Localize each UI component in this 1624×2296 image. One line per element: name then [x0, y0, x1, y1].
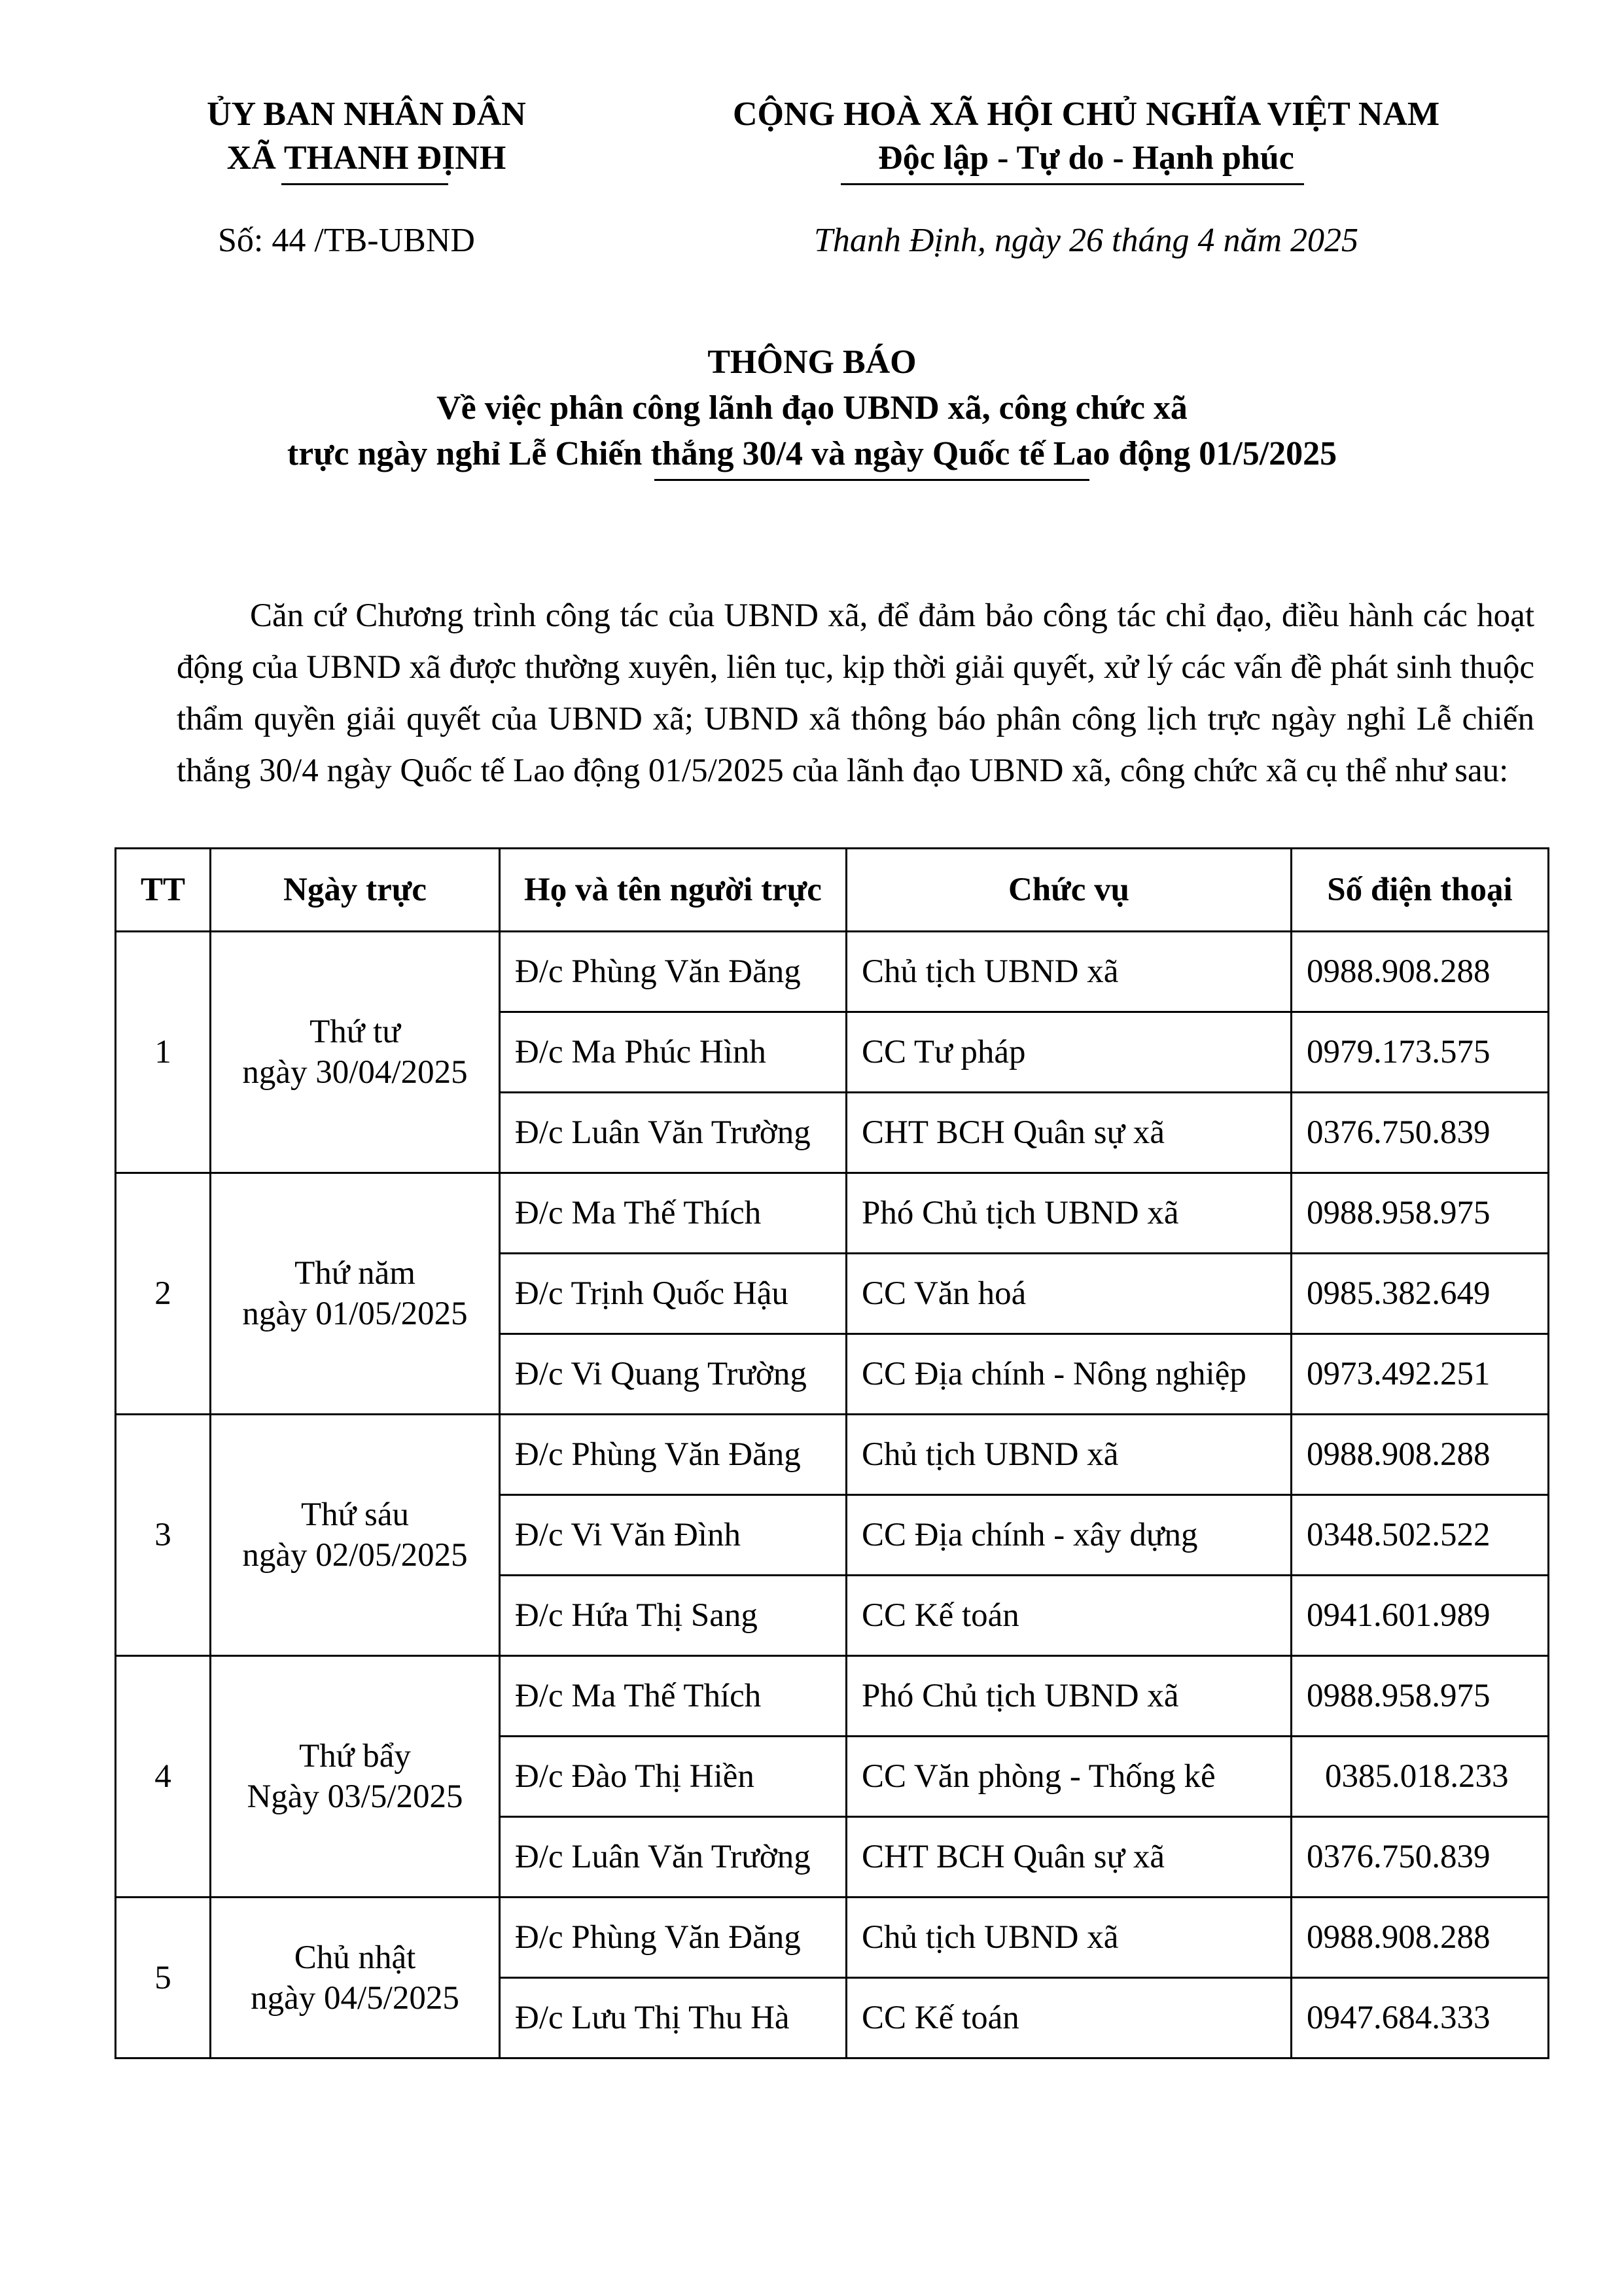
header-phone: Số điện thoại	[1292, 849, 1549, 932]
duty-date: Thứ bẩy Ngày 03/5/2025	[211, 1656, 500, 1898]
group-number: 1	[116, 932, 211, 1173]
national-title: CỘNG HOÀ XÃ HỘI CHỦ NGHĨA VIỆT NAM	[732, 96, 1440, 133]
table-row	[116, 1656, 1549, 1737]
officer-position: CC Kế toán	[847, 1576, 1292, 1656]
officer-phone: 0985.382.649	[1292, 1254, 1549, 1334]
table-header-row	[116, 849, 1549, 932]
officer-name: Đ/c Phùng Văn Đăng	[500, 932, 847, 1012]
officer-name: Đ/c Trịnh Quốc Hậu	[500, 1254, 847, 1334]
officer-position: CHT BCH Quân sự xã	[847, 1817, 1292, 1898]
duty-date: Thứ tư ngày 30/04/2025	[211, 932, 500, 1173]
duty-date: Thứ sáu ngày 02/05/2025	[211, 1415, 500, 1656]
notice-subject-line2: trực ngày nghỉ Lễ Chiến thắng 30/4 và ngày Quốc tế Lao động 01/5/2025	[287, 435, 1337, 472]
officer-position: Chủ tịch UBND xã	[847, 1898, 1292, 1978]
motto-underline	[841, 183, 1304, 185]
officer-position: CC Tư pháp	[847, 1012, 1292, 1093]
officer-phone: 0988.908.288	[1292, 1898, 1549, 1978]
table-row	[116, 1173, 1549, 1254]
officer-position: CC Địa chính - Nông nghiệp	[847, 1334, 1292, 1415]
officer-name: Đ/c Ma Thế Thích	[500, 1656, 847, 1737]
officer-position: CC Kế toán	[847, 1978, 1292, 2058]
table-row	[116, 1415, 1549, 1495]
agency-underline	[281, 183, 448, 185]
officer-position: CC Văn hoá	[847, 1254, 1292, 1334]
officer-position: Chủ tịch UBND xã	[847, 1415, 1292, 1495]
officer-position: Chủ tịch UBND xã	[847, 932, 1292, 1012]
officer-phone: 0988.958.975	[1292, 1173, 1549, 1254]
header-day: Ngày trực	[211, 849, 500, 932]
document-number: Số: 44 /TB-UBND	[218, 222, 475, 259]
notice-title: THÔNG BÁO	[707, 344, 917, 381]
officer-name: Đ/c Luân Văn Trường	[500, 1817, 847, 1898]
officer-position: Phó Chủ tịch UBND xã	[847, 1656, 1292, 1737]
national-motto: Độc lập - Tự do - Hạnh phúc	[878, 139, 1294, 177]
duty-roster-table	[115, 847, 1549, 2059]
group-number: 5	[116, 1898, 211, 2058]
group-number: 2	[116, 1173, 211, 1415]
officer-name: Đ/c Ma Thế Thích	[500, 1173, 847, 1254]
officer-position: CHT BCH Quân sự xã	[847, 1093, 1292, 1173]
header-position: Chức vụ	[847, 849, 1292, 932]
officer-name: Đ/c Hứa Thị Sang	[500, 1576, 847, 1656]
title-underline	[654, 479, 1089, 481]
officer-phone: 0979.173.575	[1292, 1012, 1549, 1093]
officer-phone: 0988.908.288	[1292, 1415, 1549, 1495]
body-paragraph: Căn cứ Chương trình công tác của UBND xã, để đảm bảo công tác chỉ đạo, điều hành các hoạt động của UBND xã được thường xuyên, liên tục, kịp thời giải quyết, xử lý các vấn đề phát sinh thuộc thẩm quyền giải quyết của UBND xã; UBND xã thông báo phân công lịch trực ngày nghỉ Lễ chiến thắng 30/4 ngày Quốc tế Lao động 01/5/2025 của lãnh đạo UBND xã, công chức xã cụ thể như sau:	[177, 597, 1534, 789]
officer-name: Đ/c Đào Thị Hiền	[500, 1737, 847, 1817]
header-tt: TT	[116, 849, 211, 932]
officer-position: CC Địa chính - xây dựng	[847, 1495, 1292, 1576]
officer-name: Đ/c Ma Phúc Hình	[500, 1012, 847, 1093]
officer-phone: 0376.750.839	[1292, 1817, 1549, 1898]
group-number: 3	[116, 1415, 211, 1656]
officer-phone: 0973.492.251	[1292, 1334, 1549, 1415]
place-date: Thanh Định, ngày 26 tháng 4 năm 2025	[814, 222, 1358, 259]
notice-subject-line1: Về việc phân công lãnh đạo UBND xã, công chức xã	[436, 389, 1188, 427]
duty-date: Thứ năm ngày 01/05/2025	[211, 1173, 500, 1415]
officer-name: Đ/c Phùng Văn Đăng	[500, 1898, 847, 1978]
officer-phone: 0988.958.975	[1292, 1656, 1549, 1737]
officer-phone: 0376.750.839	[1292, 1093, 1549, 1173]
officer-name: Đ/c Lưu Thị Thu Hà	[500, 1978, 847, 2058]
officer-name: Đ/c Phùng Văn Đăng	[500, 1415, 847, 1495]
officer-phone: 0385.018.233	[1292, 1737, 1549, 1817]
header-name: Họ và tên người trực	[500, 849, 847, 932]
officer-phone: 0941.601.989	[1292, 1576, 1549, 1656]
officer-phone: 0348.502.522	[1292, 1495, 1549, 1576]
duty-date: Chủ nhật ngày 04/5/2025	[211, 1898, 500, 2058]
officer-name: Đ/c Luân Văn Trường	[500, 1093, 847, 1173]
officer-name: Đ/c Vi Văn Đình	[500, 1495, 847, 1576]
commune-name: XÃ THANH ĐỊNH	[226, 139, 506, 177]
officer-phone: 0988.908.288	[1292, 932, 1549, 1012]
group-number: 4	[116, 1656, 211, 1898]
agency-name: ỦY BAN NHÂN DÂN	[207, 96, 526, 133]
officer-phone: 0947.684.333	[1292, 1978, 1549, 2058]
officer-position: CC Văn phòng - Thống kê	[847, 1737, 1292, 1817]
officer-position: Phó Chủ tịch UBND xã	[847, 1173, 1292, 1254]
table-row	[116, 1898, 1549, 1978]
table-row	[116, 932, 1549, 1012]
officer-name: Đ/c Vi Quang Trường	[500, 1334, 847, 1415]
